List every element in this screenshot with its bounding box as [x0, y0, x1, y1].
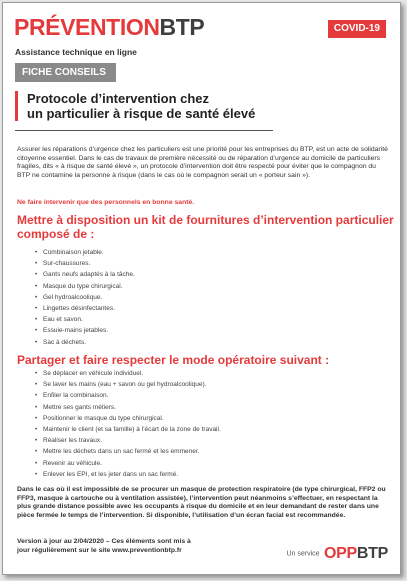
list-item [35, 337, 135, 348]
list-item-text: Enfiler la combinaison. [43, 392, 109, 400]
list-item [35, 379, 221, 390]
bullet-icon: • [35, 437, 38, 445]
list-item [35, 402, 221, 413]
list-item-text: Se déplacer en véhicule individuel. [43, 370, 144, 377]
service-label: Un service [286, 550, 320, 558]
list-item-text: Essuie-mains jetables. [43, 327, 109, 335]
section-kit-heading: Mettre à disposition un kit de fournitures d’intervention particulier composé de : [17, 213, 394, 241]
list-item [35, 413, 221, 424]
bullet-icon: • [35, 305, 38, 313]
list-item [35, 281, 135, 292]
bullet-icon: • [35, 316, 38, 324]
brand-logo-part1: PRÉVENTION [14, 14, 160, 40]
procedure-list [35, 368, 221, 480]
list-item-text: Réaliser les travaux. [43, 437, 102, 445]
list-item [35, 314, 135, 325]
title-divider [15, 130, 273, 131]
list-item [35, 469, 221, 480]
bullet-icon: • [35, 282, 38, 290]
list-item-text: Positionner le masque du type chirurgical. [43, 414, 164, 422]
document-title [15, 91, 285, 121]
list-item-text: Combinaison jetable. [43, 249, 104, 256]
list-item [35, 258, 135, 269]
list-item-text: Mettre les déchets dans un sac fermé et les emmener. [43, 448, 200, 456]
list-item [35, 458, 221, 469]
oppbtp-wordmark [324, 545, 388, 562]
oppbtp-part2: BTP [356, 545, 388, 562]
list-item [35, 368, 221, 379]
version-note [17, 538, 191, 555]
list-item-text: Gel hydroalcoolique. [43, 293, 103, 301]
title-line-2: un particulier à risque de santé élevé [27, 106, 256, 121]
list-item [35, 292, 135, 303]
bullet-icon: • [35, 403, 38, 411]
list-item-text: Revenir au véhicule. [43, 459, 102, 467]
bullet-icon: • [35, 370, 38, 377]
bullet-icon: • [35, 448, 38, 456]
covid-badge: COVID-19 [328, 20, 386, 38]
bullet-icon: • [35, 293, 38, 301]
list-item [35, 247, 135, 258]
list-item [35, 435, 221, 446]
bullet-icon: • [35, 381, 38, 389]
title-line-1: Protocole d’intervention chez [27, 91, 210, 106]
oppbtp-part1: OPP [324, 545, 357, 562]
bullet-icon: • [35, 338, 38, 346]
list-item [35, 269, 135, 280]
bullet-icon: • [35, 249, 38, 256]
list-item [35, 390, 221, 401]
header-subtitle: Assistance technique en ligne [15, 47, 137, 57]
list-item-text: Gants neufs adaptés à la tâche. [43, 271, 135, 279]
document-page [2, 2, 401, 575]
list-item-text: Sac à déchets. [43, 338, 86, 346]
mask-note-paragraph: Dans le cas où il est impossible de se procurer un masque de protection respiratoire (de type chirurgical, FFP2 ou FFP3, masque à cartouche ou à ventilation assistée), l’intervention peut néanmoins s’effectuer, en respectant la plus grande distance possible avec les occupants à risque du domicile et en leur demandant de rester dans une pièce fermée le temps de l’intervention. Si disponible, l’utilisation d’un écran facial est recommandée. [17, 486, 386, 519]
bullet-icon: • [35, 470, 38, 478]
bullet-icon: • [35, 327, 38, 335]
list-item-text: Eau et savon. [43, 316, 83, 324]
brand-logo-part2: BTP [159, 14, 205, 40]
bullet-icon: • [35, 271, 38, 279]
bullet-icon: • [35, 260, 38, 268]
list-item [35, 303, 135, 314]
list-item-text: Maintenir le client (et sa famille) à l’écart de la zone de travail. [43, 426, 221, 434]
list-item-text: Se laver les mains (eau + savon ou gel hydroalcoolique). [43, 381, 207, 389]
list-item [35, 424, 221, 435]
oppbtp-logo [286, 545, 388, 563]
bullet-icon: • [35, 459, 38, 467]
brand-logo [14, 15, 204, 39]
version-line-1: Version à jour au 2/04/2020 – Ces éléments sont mis à [17, 538, 191, 545]
list-item-text: Mettre ses gants métiers. [43, 403, 116, 411]
health-warning: Ne faire intervenir que des personnels en bonne santé. [17, 199, 195, 206]
section-procedure-heading: Partager et faire respecter le mode opératoire suivant : [17, 353, 330, 367]
fiche-conseils-tag: FICHE CONSEILS [15, 63, 116, 82]
intro-paragraph: Assurer les réparations d’urgence chez les particuliers est une priorité pour les entreprises du BTP, est un acte de solidarité citoyenne essentiel. Dans le cas de travaux de première nécessité ou de réparation d’urgence au domicile de particuliers fragiles, dits « à risque de santé élevé », un protocole d’intervention doit être respecté pour éviter que le compagnon du BTP ne contamine la personne à risque (dans le cas où le compagnon serait un « porteur sain »). [17, 146, 388, 179]
kit-list [35, 247, 135, 348]
list-item [35, 325, 135, 336]
list-item-text: Masque du type chirurgical. [43, 282, 123, 290]
bullet-icon: • [35, 426, 38, 434]
list-item-text: Lingettes désinfectantes. [43, 305, 115, 313]
list-item-text: Sur-chaussures. [43, 260, 91, 268]
list-item [35, 446, 221, 457]
list-item-text: Enlever les EPI, et les jeter dans un sac fermé. [43, 470, 179, 478]
bullet-icon: • [35, 392, 38, 400]
version-line-2: jour régulièrement sur le site www.preventionbtp.fr [17, 546, 182, 554]
bullet-icon: • [35, 414, 38, 422]
